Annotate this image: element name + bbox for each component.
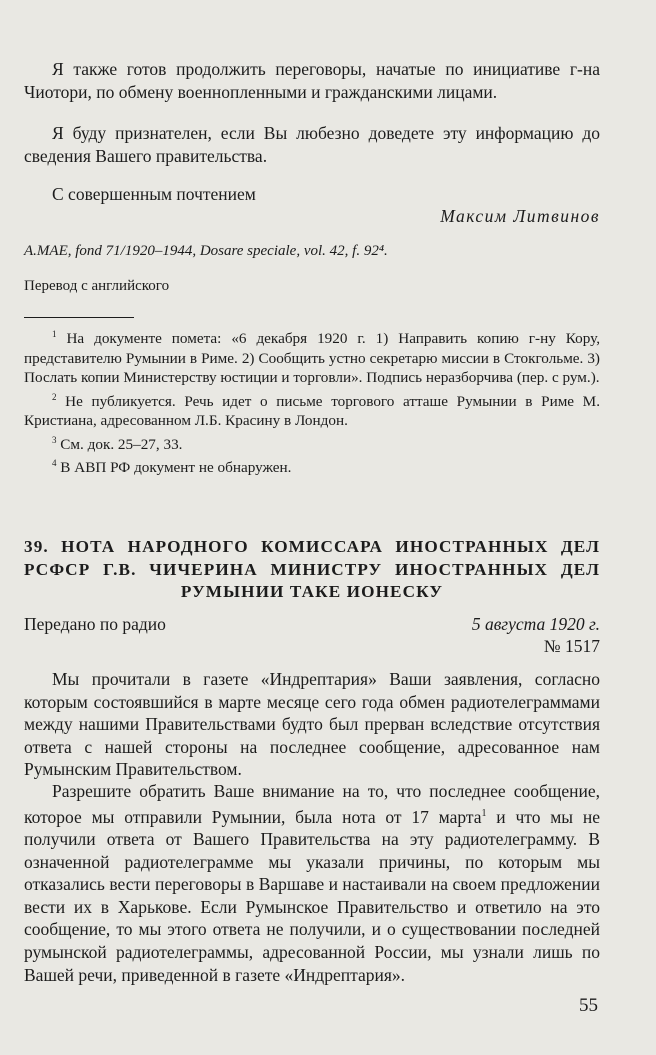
letter-signature: Максим Литвинов — [440, 206, 600, 226]
footnote: $^2$ Не публикуется. Речь идет о письме торгового атташе Румынии в Риме М. Кристиана, адресованном Л.Б. Красину в Лондон. — [24, 391, 600, 430]
footnotes-list — [24, 325, 600, 478]
document-date: 5 августа 1920 г. — [471, 614, 600, 634]
footnote: $^4$ В АВП РФ документ не обнаружен. — [52, 458, 292, 477]
footnote: $^3$ См. док. 25–27, 33. — [52, 434, 183, 453]
footnote: $^1$ На документе помета: «6 декабря 1920 г. 1) Направить копию г-ну Кору, представителю Румынии в Риме. 2) Сообщить устно секретарю миссии в Стокгольме. 3) Послать копии Министерству юстиции и торговли». Подпись неразборчива (пер. с рум.). — [24, 329, 600, 387]
transmission-method: Передано по радио — [24, 614, 166, 634]
archive-reference: A.MAE, fond 71/1920–1944, Dosare speciale, vol. 42, f. 92⁴. — [24, 243, 388, 259]
footnote-ref: 1 — [481, 807, 487, 819]
body-paragraph-2: Разрешите обратить Ваше внимание на то, что последнее сообщение, которое мы отправили Румынии, была нота от 17 марта$^1$ и что мы не получили ответа от Вашего Правительства на эту радиотелеграмму. В означенной радиотелеграмме мы указали причины, по которым мы отказались вести переговоры в Варшаве и настаивали на своем предложении вести их в Харькове. Если Румынское Правительство и ответило на это сообщение, то мы этого ответа не получили, и о существовании последней румынской радиотелеграммы, адресованной России, мы узнали лишь по Вашей речи, приведенной в газете «Индрептария». — [24, 781, 600, 985]
letter-closing: С совершенным почтением — [52, 184, 256, 204]
document-heading: 39. НОТА НАРОДНОГО КОМИССАРА ИНОСТРАННЫХ ДЕЛ РСФСР Г.В. ЧИЧЕРИНА МИНИСТРУ ИНОСТРАННЫХ ДЕЛ РУМЫНИИ ТАКЕ ИОНЕСКУ — [24, 537, 600, 601]
footnote-divider — [24, 317, 134, 318]
letter-paragraph-1: Я также готов продолжить переговоры, начатые по инициативе г-на Чиотори, по обмену военнопленными и гражданскими лицами. — [24, 59, 600, 102]
translation-note: Перевод с английского — [24, 278, 170, 294]
letter-paragraph-2: Я буду признателен, если Вы любезно доведете эту информацию до сведения Вашего правительства. — [24, 123, 600, 166]
page-number: 55 — [579, 995, 598, 1016]
document-number: № 1517 — [543, 636, 600, 656]
body-paragraph-1: Мы прочитали в газете «Индрептария» Ваши заявления, согласно которым состоявшийся в марте месяце сего года обмен радиотелеграммами между нашими Правительствами будто был прерван вследствие отсутствия ответа с нашей стороны на последнее сообщение, адресованное нам Румынским Правительством. — [24, 669, 600, 780]
